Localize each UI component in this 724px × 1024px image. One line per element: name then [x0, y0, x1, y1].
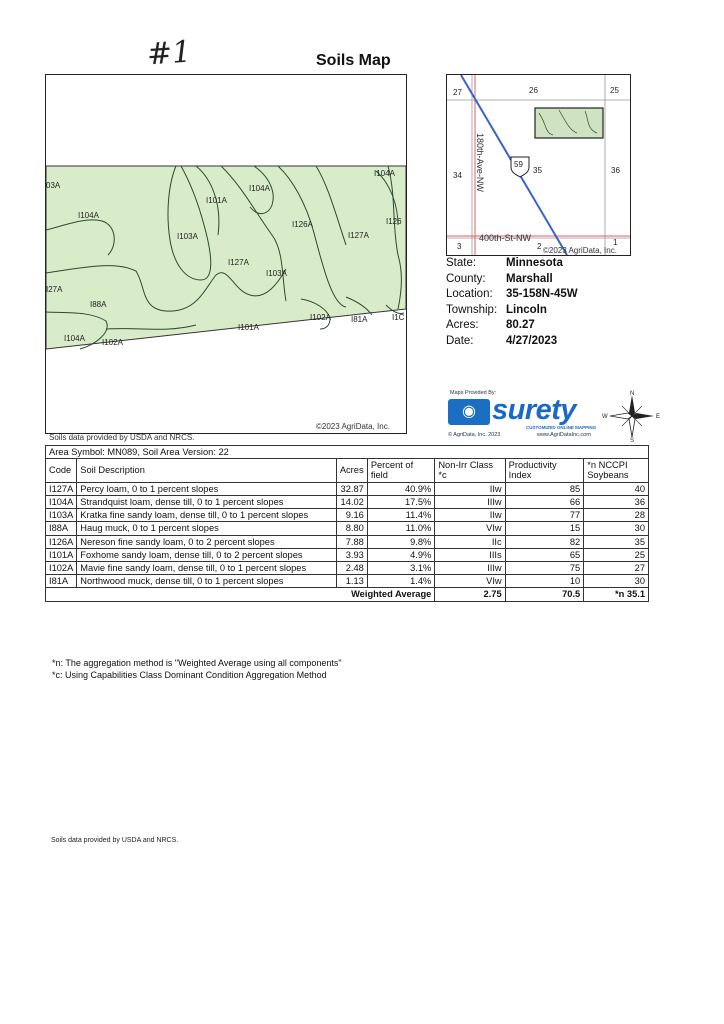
field-outline — [535, 108, 603, 138]
map-unit-label: I27A — [46, 285, 63, 294]
table-row — [46, 495, 649, 508]
cell-nccpi: 36 — [584, 495, 649, 508]
logo-tagline: CUSTOMIZED ONLINE MAPPING — [526, 425, 597, 430]
soils-source-top: Soils data provided by USDA and NRCS. — [49, 433, 195, 442]
map-unit-label: I1C — [392, 313, 405, 322]
cell-class: IIw — [435, 509, 505, 522]
cell-code: I102A — [46, 561, 77, 574]
page-title: Soils Map — [316, 52, 391, 69]
road-label-horizontal: 400th-St-NW — [479, 233, 532, 243]
cell-nccpi: 30 — [584, 522, 649, 535]
header-acres: Acres — [336, 459, 367, 482]
cell-nccpi: 28 — [584, 509, 649, 522]
info-value-county: Marshall — [506, 272, 553, 285]
cell-productivity: 65 — [505, 548, 584, 561]
cell-class: VIw — [435, 522, 505, 535]
highway-number: 59 — [514, 160, 523, 169]
map-unit-label: I103A — [177, 232, 198, 241]
map-unit-label: I102A — [310, 313, 331, 322]
info-block — [446, 256, 646, 349]
cell-class: IIIw — [435, 495, 505, 508]
section-label: 35 — [533, 166, 542, 175]
header-code: Code — [46, 459, 77, 482]
cell-productivity: 82 — [505, 535, 584, 548]
globe-icon: ◉ — [448, 399, 490, 425]
section-label: 36 — [611, 166, 620, 175]
map-unit-label: I103A — [266, 269, 287, 278]
footnotes — [52, 657, 342, 681]
map-unit-label: I127A — [228, 258, 249, 267]
location-map-copyright: ©2023 AgriData, Inc. — [543, 246, 617, 255]
table-row — [46, 482, 649, 495]
cell-description: Percy loam, 0 to 1 percent slopes — [77, 482, 337, 495]
info-label: Township: — [446, 303, 498, 316]
cell-nccpi: 40 — [584, 482, 649, 495]
map-unit-label: I101A — [238, 323, 259, 332]
cell-description: Kratka fine sandy loam, dense till, 0 to 1 percent slopes — [77, 509, 337, 522]
cell-class: IIIw — [435, 561, 505, 574]
map-unit-label: I102A — [102, 338, 123, 347]
map-unit-label: I88A — [90, 300, 107, 309]
cell-acres: 2.48 — [336, 561, 367, 574]
map-unit-label: I104A — [249, 184, 270, 193]
cell-acres: 9.16 — [336, 509, 367, 522]
cell-description: Mavie fine sandy loam, dense till, 0 to 1 percent slopes — [77, 561, 337, 574]
map-unit-label: I104A — [78, 211, 99, 220]
handwritten-note: #1 — [145, 34, 193, 73]
map-unit-label: I104A — [64, 334, 85, 343]
cell-code: I126A — [46, 535, 77, 548]
cell-productivity: 77 — [505, 509, 584, 522]
table-row — [46, 535, 649, 548]
map-unit-label: I126A — [292, 220, 313, 229]
section-label: 1 — [613, 238, 618, 247]
info-value-state: Minnesota — [506, 257, 563, 269]
cell-acres: 14.02 — [336, 495, 367, 508]
section-label: 34 — [453, 171, 462, 180]
section-label: 3 — [457, 242, 462, 251]
info-label: Date: — [446, 334, 474, 347]
compass-icon — [602, 390, 662, 442]
map-copyright: ©2023 AgriData, Inc. — [316, 422, 390, 431]
section-label: 27 — [453, 88, 462, 97]
info-label: County: — [446, 272, 486, 285]
table-row — [46, 561, 649, 574]
cell-code: I103A — [46, 509, 77, 522]
cell-description: Strandquist loam, dense till, 0 to 1 percent slopes — [77, 495, 337, 508]
map-unit-label: I104A — [374, 169, 395, 178]
soils-map-drawing — [46, 75, 406, 433]
cell-percent: 4.9% — [367, 548, 435, 561]
cell-acres: 8.80 — [336, 522, 367, 535]
cell-class: IIw — [435, 482, 505, 495]
compass-north: N — [630, 391, 635, 397]
cell-productivity: 75 — [505, 561, 584, 574]
weighted-average-label: Weighted Average — [46, 588, 435, 601]
map-unit-label: I81A — [351, 315, 368, 324]
weighted-class: 2.75 — [435, 588, 505, 601]
cell-code: I127A — [46, 482, 77, 495]
cell-productivity: 15 — [505, 522, 584, 535]
info-value-acres: 80.27 — [506, 319, 535, 331]
area-header: Area Symbol: MN089, Soil Area Version: 22 — [46, 446, 649, 459]
footnote-c: *c: Using Capabilities Class Dominant Condition Aggregation Method — [52, 670, 327, 680]
header-description: Soil Description — [77, 459, 337, 482]
table-row — [46, 509, 649, 522]
logo-url: www.AgriDataInc.com — [537, 432, 591, 438]
cell-code: I88A — [46, 522, 77, 535]
cell-class: VIw — [435, 575, 505, 588]
info-row-county — [446, 272, 646, 288]
cell-productivity: 66 — [505, 495, 584, 508]
section-label: 25 — [610, 86, 619, 95]
map-unit-label: I101A — [206, 196, 227, 205]
logo-brand: surety — [492, 394, 577, 426]
cell-class: IIIs — [435, 548, 505, 561]
logo-provided-by: Maps Provided By: — [450, 390, 497, 396]
cell-percent: 3.1% — [367, 561, 435, 574]
cell-description: Northwood muck, dense till, 0 to 1 percent slopes — [77, 575, 337, 588]
table-row — [46, 548, 649, 561]
cell-class: IIc — [435, 535, 505, 548]
surety-logo — [448, 390, 618, 440]
table-header-row — [46, 459, 649, 482]
info-value-date: 4/27/2023 — [506, 334, 558, 347]
cell-description: Nereson fine sandy loam, 0 to 2 percent slopes — [77, 535, 337, 548]
header-productivity: Productivity Index — [505, 459, 584, 482]
soils-map — [45, 74, 407, 434]
cell-acres: 7.88 — [336, 535, 367, 548]
cell-percent: 1.4% — [367, 575, 435, 588]
cell-percent: 9.8% — [367, 535, 435, 548]
location-map-drawing — [447, 75, 630, 255]
weighted-nccpi: *n 35.1 — [584, 588, 649, 601]
footnote-n: *n: The aggregation method is "Weighted Average using all components" — [52, 658, 342, 668]
cell-acres: 3.93 — [336, 548, 367, 561]
cell-description: Foxhome sandy loam, dense till, 0 to 2 percent slopes — [77, 548, 337, 561]
info-row-township — [446, 303, 646, 319]
weighted-average-row — [46, 588, 649, 601]
info-value-township: Lincoln — [506, 303, 547, 316]
table-row — [46, 522, 649, 535]
info-label: Acres: — [446, 319, 479, 331]
cell-nccpi: 30 — [584, 575, 649, 588]
cell-code: I104A — [46, 495, 77, 508]
map-unit-label: I126 — [386, 217, 402, 226]
cell-acres: 32.87 — [336, 482, 367, 495]
cell-productivity: 85 — [505, 482, 584, 495]
section-label: 2 — [537, 242, 542, 251]
cell-percent: 11.0% — [367, 522, 435, 535]
cell-description: Haug muck, 0 to 1 percent slopes — [77, 522, 337, 535]
weighted-productivity: 70.5 — [505, 588, 584, 601]
table-row — [46, 575, 649, 588]
section-label: 26 — [529, 86, 538, 95]
cell-percent: 40.9% — [367, 482, 435, 495]
info-row-date — [446, 334, 646, 350]
compass-west: W — [602, 414, 608, 420]
soil-table — [45, 445, 649, 602]
info-label: Location: — [446, 288, 493, 300]
compass-east: E — [656, 414, 661, 420]
logo-copyright: © AgriData, Inc. 2023 — [448, 432, 501, 438]
info-value-location: 35-158N-45W — [506, 288, 578, 300]
cell-code: I81A — [46, 575, 77, 588]
location-map — [446, 74, 631, 256]
area-header-row — [46, 446, 649, 459]
info-label: State: — [446, 257, 477, 269]
map-unit-label: 03A — [46, 181, 61, 190]
cell-nccpi: 35 — [584, 535, 649, 548]
header-nccpi: *n NCCPI Soybeans — [584, 459, 649, 482]
info-row-state — [446, 256, 646, 272]
cell-acres: 1.13 — [336, 575, 367, 588]
info-row-location — [446, 287, 646, 303]
cell-nccpi: 27 — [584, 561, 649, 574]
cell-percent: 11.4% — [367, 509, 435, 522]
compass-south: S — [630, 438, 635, 442]
header-class: Non-Irr Class *c — [435, 459, 505, 482]
cell-code: I101A — [46, 548, 77, 561]
soils-source-bottom: Soils data provided by USDA and NRCS. — [51, 837, 179, 844]
cell-productivity: 10 — [505, 575, 584, 588]
road-label-vertical: 180th-Ave-NW — [475, 133, 485, 192]
cell-nccpi: 25 — [584, 548, 649, 561]
cell-percent: 17.5% — [367, 495, 435, 508]
info-row-acres — [446, 318, 646, 334]
map-unit-label: I127A — [348, 231, 369, 240]
header-percent: Percent of field — [367, 459, 435, 482]
